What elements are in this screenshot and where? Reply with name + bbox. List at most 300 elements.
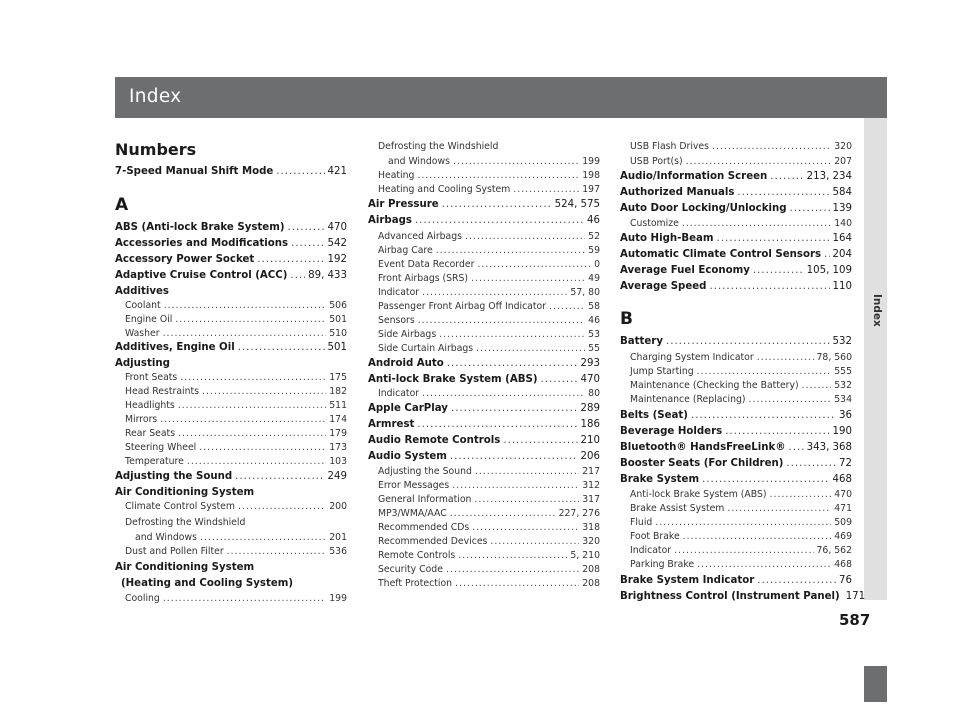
- index-subentry[interactable]: [378, 342, 600, 356]
- dot-leader: [490, 535, 579, 548]
- dot-leader: [789, 441, 804, 454]
- index-subentry[interactable]: [630, 365, 852, 379]
- entry-page-number: 320: [582, 536, 600, 547]
- entry-label: Additives, Engine Oil: [115, 342, 235, 353]
- entry-label: Maintenance (Checking the Battery): [630, 380, 799, 391]
- dot-leader: [163, 327, 327, 340]
- entry-page-number: 46: [588, 315, 600, 326]
- dot-leader: [709, 280, 829, 293]
- entry-page-number: 199: [329, 593, 347, 604]
- side-tab-marker: [864, 666, 887, 702]
- index-entry[interactable]: [620, 441, 852, 455]
- entry-page-number: 190: [832, 426, 852, 437]
- side-tab-label: Index: [871, 294, 883, 327]
- dot-leader: [749, 393, 832, 406]
- dot-leader: [540, 373, 577, 386]
- index-subentry[interactable]: [378, 535, 600, 549]
- dot-leader: [682, 217, 831, 230]
- dot-leader: [683, 530, 832, 543]
- dot-leader: [422, 286, 567, 299]
- entry-page-number: 186: [580, 419, 600, 430]
- entry-page-number: 179: [329, 428, 347, 439]
- index-subentry[interactable]: [378, 230, 600, 244]
- entry-page-number: 103: [329, 456, 347, 467]
- index-subentry[interactable]: [630, 502, 852, 516]
- dot-leader: [442, 198, 552, 211]
- dot-leader: [238, 500, 326, 513]
- entry-label: Brightness Control (Instrument Panel): [620, 591, 840, 602]
- dot-leader: [549, 300, 585, 313]
- entry-page-number: 421: [327, 166, 347, 177]
- index-entry[interactable]: [620, 186, 852, 200]
- dot-leader: [725, 425, 829, 438]
- entry-page-number: 584: [832, 187, 852, 198]
- entry-page-number: 197: [582, 184, 600, 195]
- dot-leader: [451, 402, 578, 415]
- dot-leader: [770, 488, 832, 501]
- index-entry-group[interactable]: [115, 357, 347, 371]
- entry-label: Battery: [620, 336, 663, 347]
- index-entry[interactable]: [620, 473, 852, 487]
- index-subentry[interactable]: [630, 530, 852, 544]
- entry-label: Heating and Cooling System: [378, 184, 511, 195]
- entry-page-number: 318: [582, 522, 600, 533]
- entry-label: Side Curtain Airbags: [378, 343, 474, 354]
- index-entry[interactable]: [115, 221, 347, 235]
- entry-label: Washer: [125, 328, 160, 339]
- index-subentry[interactable]: [630, 155, 852, 169]
- dot-leader: [465, 230, 585, 243]
- index-subentry[interactable]: [630, 544, 852, 558]
- index-subentry[interactable]: [630, 379, 852, 393]
- index-subentry[interactable]: [378, 507, 600, 521]
- entry-page-number: 171: [845, 591, 866, 602]
- entry-page-number: 182: [329, 386, 347, 397]
- index-subentry[interactable]: [125, 455, 347, 469]
- entry-label: Charging System Indicator: [630, 352, 754, 363]
- section-side-tab[interactable]: [864, 118, 887, 600]
- entry-page-number: 468: [834, 559, 852, 570]
- entry-page-number: 105, 109: [806, 265, 852, 276]
- entry-page-number: 52: [588, 231, 600, 242]
- entry-label: General Information: [378, 494, 472, 505]
- index-subentry-group[interactable]: [378, 140, 600, 154]
- entry-label: Front Seats: [125, 372, 178, 383]
- index-subentry-group[interactable]: [125, 516, 347, 530]
- index-entry[interactable]: [368, 434, 600, 448]
- index-entry[interactable]: [620, 590, 866, 604]
- dot-leader: [163, 592, 326, 605]
- entry-page-number: 208: [582, 564, 600, 575]
- dot-leader: [450, 450, 578, 463]
- index-subentry[interactable]: [630, 393, 852, 407]
- index-subentry[interactable]: [125, 385, 347, 399]
- entry-label: Side Airbags: [378, 329, 437, 340]
- entry-page-number: 173: [329, 442, 347, 453]
- entry-page-number: 49: [588, 273, 600, 284]
- dot-leader: [471, 272, 585, 285]
- entry-label: Audio/Information Screen: [620, 171, 768, 182]
- entry-page-number: 89, 433: [308, 270, 347, 281]
- entry-page-number: 470: [580, 374, 600, 385]
- entry-label: Brake System: [620, 474, 700, 485]
- entry-page-number: 470: [327, 222, 347, 233]
- entry-page-number: 206: [580, 451, 600, 462]
- entry-page-number: 501: [327, 342, 347, 353]
- entry-label: Indicator: [630, 545, 672, 556]
- entry-label: Maintenance (Replacing): [630, 394, 746, 405]
- entry-page-number: 506: [329, 300, 347, 311]
- index-entry[interactable]: [115, 237, 347, 251]
- index-subentry[interactable]: [378, 465, 600, 479]
- dot-leader: [691, 409, 836, 422]
- entry-page-number: 174: [329, 414, 347, 425]
- index-subentry[interactable]: [378, 169, 600, 183]
- index-subentry[interactable]: [125, 427, 347, 441]
- index-subentry[interactable]: [378, 183, 600, 197]
- index-subentry[interactable]: [630, 351, 852, 365]
- entry-page-number: 524, 575: [554, 199, 600, 210]
- entry-label: Security Code: [378, 564, 443, 575]
- entry-label: Indicator: [378, 287, 420, 298]
- dot-leader: [757, 574, 836, 587]
- entry-label: Customize: [630, 218, 679, 229]
- dot-leader: [227, 545, 327, 558]
- entry-page-number: 139: [832, 203, 852, 214]
- index-entry[interactable]: [115, 341, 347, 355]
- entry-label: Average Speed: [620, 281, 707, 292]
- entry-label: Advanced Airbags: [378, 231, 462, 242]
- index-entry[interactable]: [115, 253, 347, 267]
- entry-label: Automatic Climate Control Sensors: [620, 249, 822, 260]
- index-entry[interactable]: [620, 574, 852, 588]
- index-subentry[interactable]: [378, 328, 600, 342]
- index-subentry[interactable]: [125, 592, 347, 606]
- entry-label: Booster Seats (For Children): [620, 458, 784, 469]
- entry-page-number: 312: [582, 480, 600, 491]
- entry-label: Headlights: [125, 400, 175, 411]
- entry-page-number: 532: [834, 380, 852, 391]
- entry-label: Steering Wheel: [125, 442, 197, 453]
- entry-page-number: 55: [588, 343, 600, 354]
- index-subentry[interactable]: [125, 413, 347, 427]
- dot-leader: [417, 169, 579, 182]
- index-entry[interactable]: [368, 450, 600, 464]
- dot-leader: [477, 258, 591, 271]
- entry-label: Recommended CDs: [378, 522, 470, 533]
- dot-leader: [436, 244, 585, 257]
- index-subentry[interactable]: [378, 493, 600, 507]
- entry-page-number: 532: [832, 336, 852, 347]
- entry-label: Rear Seats: [125, 428, 176, 439]
- index-entry-group[interactable]: [121, 577, 347, 591]
- index-subentry[interactable]: [630, 558, 852, 572]
- index-subentry[interactable]: [378, 314, 600, 328]
- entry-label: Auto Door Locking/Unlocking: [620, 203, 787, 214]
- index-entry[interactable]: [620, 248, 852, 262]
- entry-label: Front Airbags (SRS): [378, 273, 469, 284]
- entry-page-number: 536: [329, 546, 347, 557]
- entry-label: Jump Starting: [630, 366, 694, 377]
- dot-leader: [200, 531, 326, 544]
- index-entry[interactable]: [620, 409, 852, 423]
- entry-label: Air Conditioning System: [115, 487, 255, 498]
- dot-leader: [666, 335, 830, 348]
- dot-leader: [757, 351, 814, 364]
- index-entry[interactable]: [368, 214, 600, 228]
- entry-label: Adaptive Cruise Control (ACC): [115, 270, 288, 281]
- index-entry[interactable]: [115, 470, 347, 484]
- entry-page-number: 164: [832, 233, 852, 244]
- dot-leader: [686, 155, 832, 168]
- entry-label: 7-Speed Manual Shift Mode: [115, 166, 274, 177]
- index-subentry[interactable]: [125, 313, 347, 327]
- dot-leader: [452, 479, 579, 492]
- entry-page-number: 249: [327, 471, 347, 482]
- dot-leader: [446, 563, 579, 576]
- dot-leader: [458, 549, 567, 562]
- entry-label: Engine Oil: [125, 314, 173, 325]
- dot-leader: [422, 387, 585, 400]
- entry-page-number: 469: [834, 531, 852, 542]
- dot-leader: [737, 186, 829, 199]
- entry-page-number: 58: [588, 301, 600, 312]
- entry-label: Authorized Manuals: [620, 187, 735, 198]
- index-entry-group[interactable]: [115, 561, 347, 575]
- entry-label: Anti-lock Brake System (ABS): [630, 489, 767, 500]
- entry-label: Adjusting the Sound: [115, 471, 233, 482]
- entry-page-number: 110: [832, 281, 852, 292]
- entry-label: Adjusting: [115, 358, 170, 369]
- index-subentry[interactable]: [125, 327, 347, 341]
- dot-leader: [199, 441, 326, 454]
- entry-page-number: 317: [582, 494, 600, 505]
- entry-label: Cooling: [125, 593, 160, 604]
- dot-leader: [235, 470, 324, 483]
- entry-page-number: 227, 276: [558, 508, 600, 519]
- entry-page-number: 76: [839, 575, 852, 586]
- dot-leader: [475, 465, 579, 478]
- dot-leader: [291, 237, 324, 250]
- dot-leader: [178, 427, 326, 440]
- entry-label: Apple CarPlay: [368, 403, 448, 414]
- entry-label: Accessory Power Socket: [115, 254, 255, 265]
- entry-label: Audio Remote Controls: [368, 435, 501, 446]
- entry-label: Event Data Recorder: [378, 259, 475, 270]
- entry-page-number: 343, 368: [806, 442, 852, 453]
- index-subentry[interactable]: [125, 399, 347, 413]
- index-entry[interactable]: [115, 165, 347, 179]
- entry-page-number: 217: [582, 466, 600, 477]
- entry-label: ABS (Anti-lock Brake System): [115, 222, 285, 233]
- index-entry[interactable]: [368, 198, 600, 212]
- dot-leader: [453, 155, 579, 168]
- entry-page-number: 199: [582, 156, 600, 167]
- entry-label: Defrosting the Windshield: [125, 517, 246, 528]
- entry-page-number: 534: [834, 394, 852, 405]
- entry-label: Accessories and Modifications: [115, 238, 289, 249]
- entry-page-number: 471: [834, 503, 852, 514]
- page-number: 587: [839, 611, 871, 629]
- index-subentry[interactable]: [378, 286, 600, 300]
- index-subentry[interactable]: [630, 488, 852, 502]
- dot-leader: [655, 516, 831, 529]
- entry-label: Fluid: [630, 517, 653, 528]
- index-entry[interactable]: [620, 335, 852, 349]
- index-subentry[interactable]: [378, 244, 600, 258]
- index-entry[interactable]: [368, 402, 600, 416]
- index-entry-group[interactable]: [115, 486, 347, 500]
- dot-leader: [697, 558, 831, 571]
- entry-label: Foot Brake: [630, 531, 680, 542]
- entry-page-number: 320: [834, 141, 852, 152]
- dot-leader: [802, 379, 832, 392]
- entry-page-number: 46: [587, 215, 600, 226]
- dot-leader: [697, 365, 832, 378]
- entry-label: Parking Brake: [630, 559, 695, 570]
- index-subentry[interactable]: [378, 300, 600, 314]
- dot-leader: [702, 473, 829, 486]
- dot-leader: [164, 299, 327, 312]
- index-subentry[interactable]: [125, 299, 347, 313]
- entry-page-number: 200: [329, 501, 347, 512]
- index-subentry[interactable]: [378, 387, 600, 401]
- entry-page-number: 468: [832, 474, 852, 485]
- index-subentry[interactable]: [378, 479, 600, 493]
- entry-label: Belts (Seat): [620, 410, 688, 421]
- index-subentry[interactable]: [378, 577, 600, 591]
- entry-page-number: 289: [580, 403, 600, 414]
- index-subentry[interactable]: [125, 371, 347, 385]
- index-subentry[interactable]: [135, 531, 347, 545]
- index-entry-group[interactable]: [115, 285, 347, 299]
- entry-page-number: 78, 560: [816, 352, 852, 363]
- index-subentry[interactable]: [378, 258, 600, 272]
- entry-page-number: 201: [329, 532, 347, 543]
- dot-leader: [503, 434, 577, 447]
- entry-label: and Windows: [388, 156, 450, 167]
- index-entry[interactable]: [620, 264, 852, 278]
- entry-page-number: 59: [588, 245, 600, 256]
- index-subentry[interactable]: [125, 545, 347, 559]
- entry-label: Remote Controls: [378, 550, 456, 561]
- entry-page-number: 511: [329, 400, 347, 411]
- entry-label: Android Auto: [368, 358, 444, 369]
- entry-page-number: 207: [834, 156, 852, 167]
- entry-label: Dust and Pollen Filter: [125, 546, 224, 557]
- dot-leader: [257, 253, 324, 266]
- dot-leader: [476, 342, 585, 355]
- entry-label: Brake Assist System: [630, 503, 725, 514]
- index-subentry[interactable]: [378, 272, 600, 286]
- entry-label: Defrosting the Windshield: [378, 141, 499, 152]
- index-entry[interactable]: [620, 202, 852, 216]
- index-subentry[interactable]: [125, 441, 347, 455]
- entry-label: Air Conditioning System: [115, 562, 255, 573]
- dot-leader: [160, 413, 326, 426]
- entry-label: Heating: [378, 170, 415, 181]
- dot-leader: [717, 232, 830, 245]
- index-entry[interactable]: [620, 170, 852, 184]
- entry-label: Indicator: [378, 388, 420, 399]
- entry-label: Brake System Indicator: [620, 575, 755, 586]
- index-entry[interactable]: [368, 418, 600, 432]
- index-subentry[interactable]: [378, 521, 600, 535]
- entry-label: Bluetooth® HandsFreeLink®: [620, 442, 786, 453]
- entry-page-number: 501: [329, 314, 347, 325]
- entry-label: (Heating and Cooling System): [121, 578, 294, 589]
- index-subentry[interactable]: [388, 155, 600, 169]
- entry-label: Climate Control System: [125, 501, 235, 512]
- dot-leader: [474, 493, 579, 506]
- index-subentry[interactable]: [630, 516, 852, 530]
- dot-leader: [447, 357, 578, 370]
- entry-label: MP3/WMA/AAC: [378, 508, 447, 519]
- entry-page-number: 555: [834, 366, 852, 377]
- index-subentry[interactable]: [378, 563, 600, 577]
- entry-label: USB Flash Drives: [630, 141, 709, 152]
- index-entry[interactable]: [620, 457, 852, 471]
- entry-label: Adjusting the Sound: [378, 466, 472, 477]
- dot-leader: [513, 183, 579, 196]
- entry-label: Audio System: [368, 451, 447, 462]
- dot-leader: [455, 577, 579, 590]
- entry-label: Anti-lock Brake System (ABS): [368, 374, 538, 385]
- dot-leader: [415, 214, 584, 227]
- index-entry[interactable]: [620, 232, 852, 246]
- dot-leader: [712, 140, 831, 153]
- index-subentry[interactable]: [125, 500, 347, 514]
- section-heading: B: [620, 309, 633, 329]
- entry-page-number: 140: [834, 218, 852, 229]
- index-entry[interactable]: [620, 280, 852, 294]
- entry-label: Airbag Care: [378, 245, 433, 256]
- dot-leader: [753, 264, 804, 277]
- entry-page-number: 53: [588, 329, 600, 340]
- section-heading: A: [115, 195, 129, 215]
- entry-page-number: 192: [327, 254, 347, 265]
- index-subentry[interactable]: [630, 140, 852, 154]
- entry-label: Average Fuel Economy: [620, 265, 750, 276]
- dot-leader: [770, 170, 803, 183]
- dot-leader: [824, 248, 830, 261]
- entry-label: Auto High-Beam: [620, 233, 714, 244]
- index-entry[interactable]: [115, 269, 347, 283]
- entry-page-number: 198: [582, 170, 600, 181]
- index-subentry[interactable]: [630, 217, 852, 231]
- index-entry[interactable]: [620, 425, 852, 439]
- entry-label: Armrest: [368, 419, 415, 430]
- entry-label: Error Messages: [378, 480, 450, 491]
- entry-label: Sensors: [378, 315, 415, 326]
- entry-page-number: 213, 234: [806, 171, 852, 182]
- index-subentry[interactable]: [378, 549, 600, 563]
- index-entry[interactable]: [368, 373, 600, 387]
- index-entry[interactable]: [368, 357, 600, 371]
- entry-label: Additives: [115, 286, 169, 297]
- entry-page-number: 509: [834, 517, 852, 528]
- entry-page-number: 175: [329, 372, 347, 383]
- dot-leader: [287, 221, 324, 234]
- entry-page-number: 293: [580, 358, 600, 369]
- entry-label: Air Pressure: [368, 199, 439, 210]
- dot-leader: [674, 544, 813, 557]
- section-heading: Numbers: [115, 140, 197, 159]
- entry-page-number: 0: [594, 259, 600, 270]
- entry-page-number: 208: [582, 578, 600, 589]
- entry-page-number: 542: [327, 238, 347, 249]
- dot-leader: [290, 269, 305, 282]
